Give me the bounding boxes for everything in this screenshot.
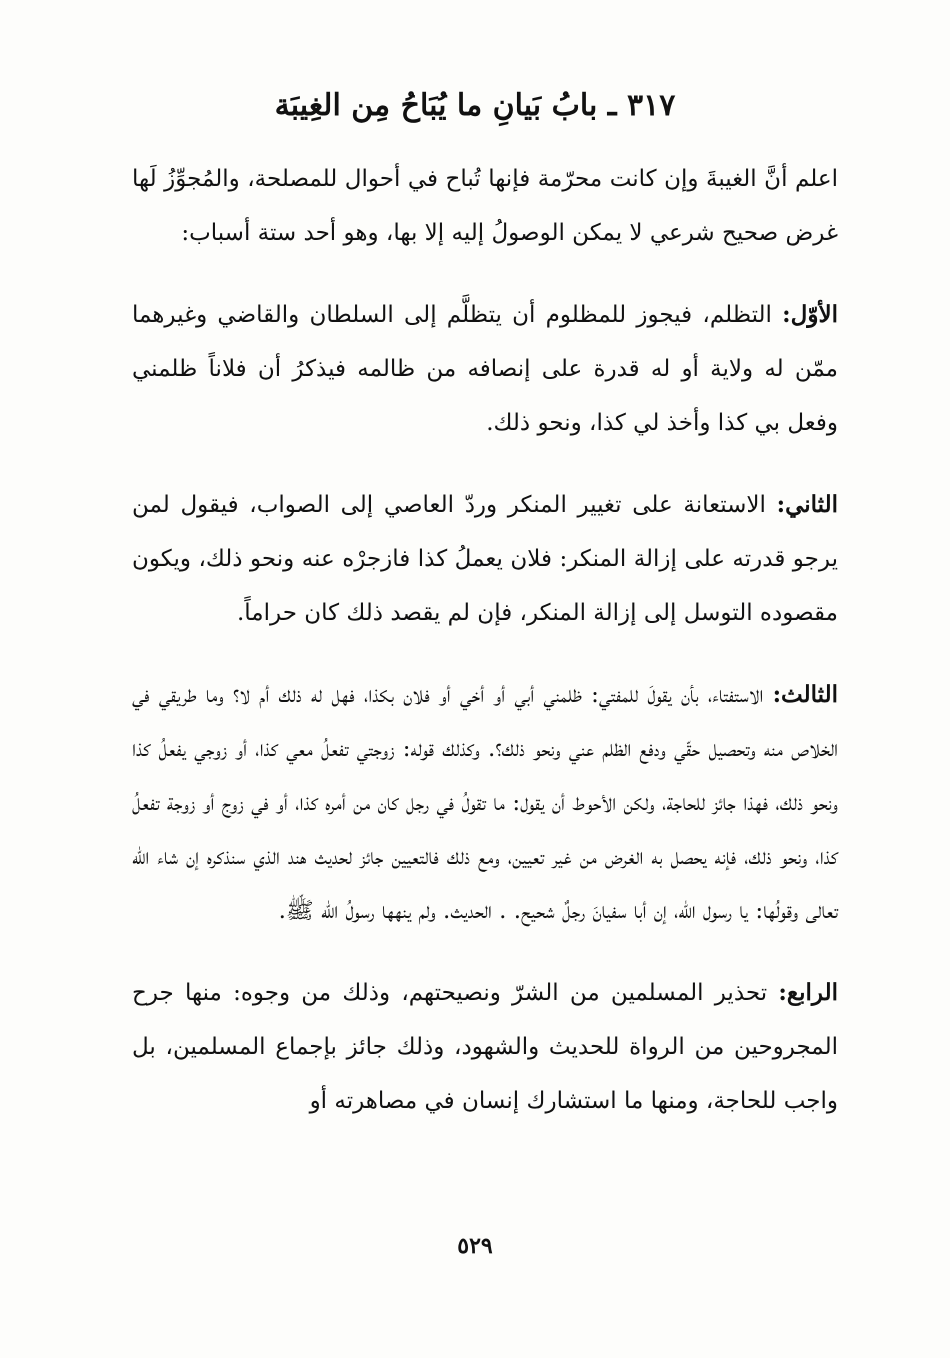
intro-paragraph: اعلم أنَّ الغيبةَ وإن كانت محرّمة فإنها تُباح في أحوال للمصلحة، والمُجوِّزُ لَها غرض صحيح شرعي لا يمكن الوصولُ إليه إلا بها، وهو أحد ستة أسباب: [132,166,838,246]
paragraph-text: الاستفتاء، بأن يقولَ للمفتي: ظلمني أبي أو أخي أو فلان بكذا، فهل له ذلك أم لا؟ وما طريقي في الخلاص منه وتحصيل حقّي ودفع الظلم عني ونحو ذلك؟. وكذلك قوله: زوجتي تفعلُ معي كذا، أو زوجي يفعلُ كذا ونحو ذلك، فهذا جائز للحاجة، ولكن الأحوط أن يقول: ما تقولُ في رجل كان من أمره كذا، أو في زوج أو زوجة تفعلُ كذا، ونحو ذلك، فإنه يحصل به الغرض من غير تعيين، ومع ذلك فالتعيين جائز لحديث هند الذي سنذكره إن شاء اللّه تعالى وقولُها: يا رسول اللّه، إن أبا سفيانَ رجلٌ شحيح. . الحديث. ولم ينهها رسولُ اللّه ﷺ. [132,682,838,924]
paragraph-fourth [132,966,838,1128]
paragraph-text: تحذير المسلمين من الشرّ ونصيحتهم، وذلك من وجوه: منها جرح المجروحين من الرواة للحديث والشهود، وذلك جائز بإجماع المسلمين، بل واجب للحاجة، ومنها ما استشارك إنسان في مصاهرته أو [132,980,838,1114]
page-body [132,152,838,1156]
paragraph-lead: الثالث: [772,681,838,708]
page-number: ٥٢٩ [457,1233,493,1259]
paragraph-second [132,478,838,640]
paragraph-lead: الأوّل: [782,301,838,328]
paragraph-lead: الرابع: [778,979,838,1006]
paragraph-text: الاستعانة على تغيير المنكر وردّ العاصي إلى الصواب، فيقول لمن يرجو قدرته على إزالة المنكر: فلان يعملُ كذا فازجرْه عنه ونحو ذلك، ويكون مقصوده التوسل إلى إزالة المنكر، فإن لم يقصد ذلك كان حراماً. [132,492,838,626]
paragraph-first [132,288,838,450]
paragraph-third [132,668,838,938]
paragraph-text: التظلم، فيجوز للمظلوم أن يتظلَّم إلى السلطان والقاضي وغيرهما ممّن له ولاية أو له قدرة على إنصافه من ظالمه فيذكرُ أن فلاناً ظلمني وفعل بي كذا وأخذ لي كذا، ونحو ذلك. [132,302,838,436]
paragraph-lead: الثاني: [776,491,838,518]
chapter-title: ٣١٧ ـ بابُ بَيانِ ما يُبَاحُ مِن الغِيبَة [274,88,676,123]
